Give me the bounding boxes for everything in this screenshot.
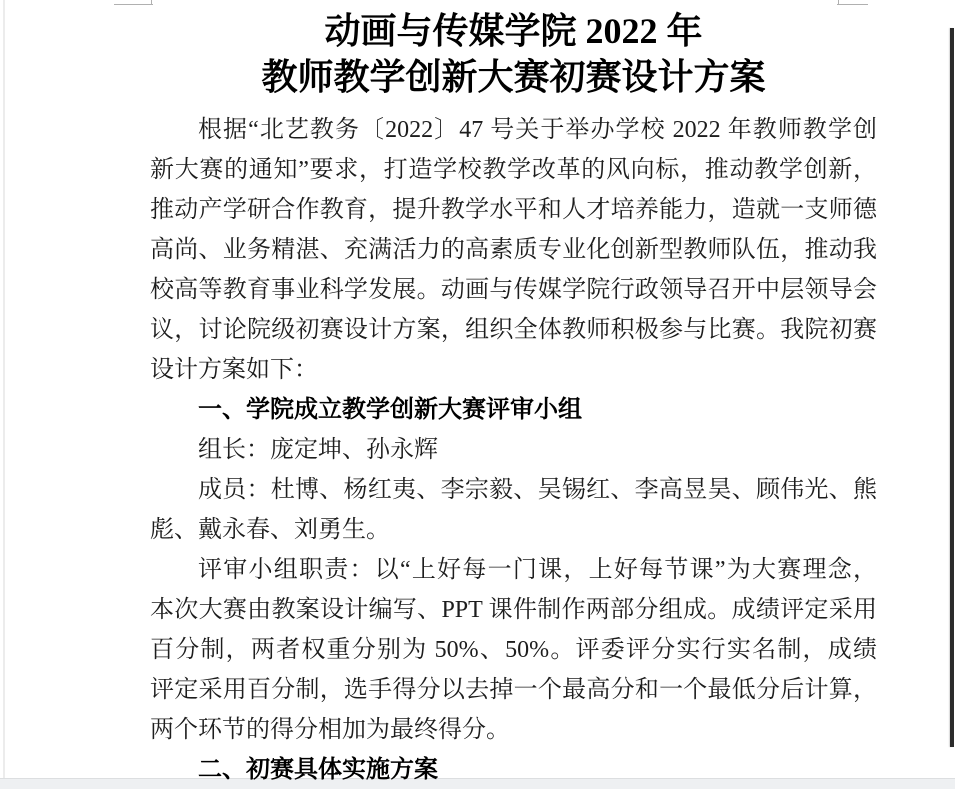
text-line: 根据“北艺教务〔2022〕47 号关于举办学校 2022 年教师教学创: [198, 117, 877, 143]
margin-crop-mark-left-tick: [151, 0, 152, 5]
margin-crop-mark-left: [114, 4, 153, 5]
text-line: 百分制，两者权重分别为 50%、50%。评委评分实行实名制，成绩: [150, 637, 877, 663]
right-edge-bar: [950, 28, 954, 747]
document-title-line-1: 动画与传媒学院 2022 年: [324, 11, 703, 51]
text-line: 设计方案如下：: [150, 357, 318, 383]
text-line: 校高等教育事业科学发展。动画与传媒学院行政领导召开中层领导会: [150, 277, 877, 303]
text-line: 彪、戴永春、刘勇生。: [150, 517, 390, 543]
left-edge-line: [3, 0, 5, 789]
margin-crop-mark-right-tick: [838, 0, 839, 5]
text-line: 评审小组职责：以“上好每一门课，上好每节课”为大赛理念，: [198, 557, 877, 583]
text-line: 推动产学研合作教育，提升教学水平和人才培养能力，造就一支师德: [150, 197, 877, 223]
text-line: 评定采用百分制，选手得分以去掉一个最高分和一个最低分后计算，: [150, 677, 877, 703]
text-line: 本次大赛由教案设计编写、PPT 课件制作两部分组成。成绩评定采用: [150, 597, 877, 623]
margin-crop-mark-right: [837, 4, 868, 5]
section-heading-2: 二、初赛具体实施方案: [198, 756, 438, 783]
text-line: 组长：庞定坤、孙永辉: [198, 437, 438, 463]
document-body: [150, 110, 877, 790]
text-line: 两个环节的得分相加为最终得分。: [150, 717, 510, 743]
document-title-line-2: 教师教学创新大赛初赛设计方案: [261, 57, 766, 97]
section-heading-1: 一、学院成立教学创新大赛评审小组: [198, 396, 582, 423]
text-line: 议，讨论院级初赛设计方案，组织全体教师积极参与比赛。我院初赛: [150, 317, 877, 343]
text-line: 新大赛的通知”要求，打造学校教学改革的风向标，推动教学创新，: [150, 157, 877, 183]
document-text-area[interactable]: [150, 8, 877, 790]
text-line: 成员：杜博、杨红夷、李宗毅、吴锡红、李高昱昊、顾伟光、熊: [198, 477, 877, 503]
text-line: 高尚、业务精湛、充满活力的高素质专业化创新型教师队伍，推动我: [150, 237, 877, 263]
